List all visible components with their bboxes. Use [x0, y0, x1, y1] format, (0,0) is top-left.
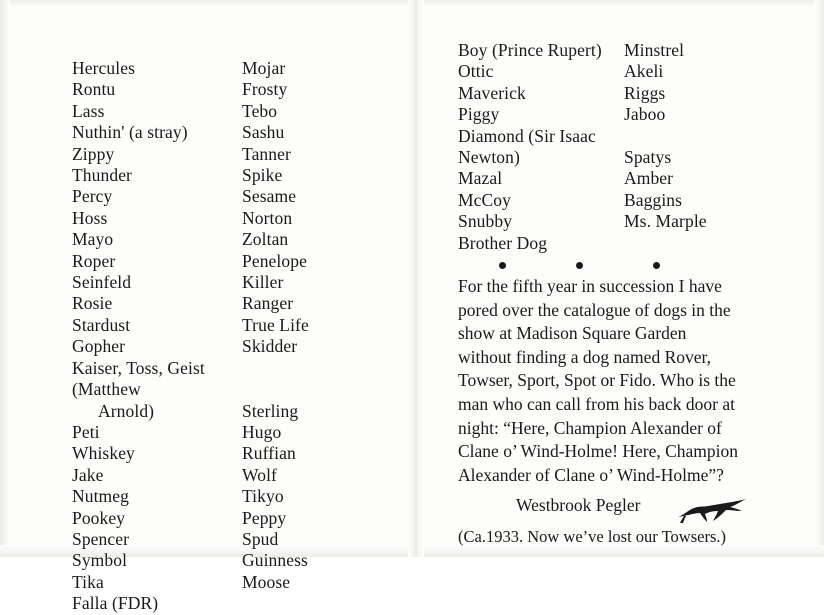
list-item: Moose — [242, 571, 291, 592]
list-item: Percy — [72, 186, 113, 207]
list-item: Maverick — [458, 82, 526, 103]
section-separator-dots — [464, 262, 694, 269]
list-item: Frosty — [242, 79, 288, 100]
list-item: Sashu — [242, 122, 285, 143]
list-item: Nuthin' (a stray) — [72, 122, 188, 143]
list-item: Ranger — [242, 293, 294, 314]
list-item: Spud — [242, 528, 279, 549]
author-signature: Westbrook Pegler — [516, 495, 641, 516]
list-item: Tanner — [242, 143, 291, 164]
left-page-column-right — [242, 58, 392, 615]
list-item: Sterling — [242, 400, 299, 421]
list-item: Ms. Marple — [624, 211, 707, 232]
list-item: Spencer — [72, 528, 130, 549]
list-item: Killer — [242, 272, 284, 293]
running-dog-icon — [676, 497, 750, 523]
list-item: Zippy — [72, 143, 115, 164]
list-item: Amber — [624, 168, 674, 189]
list-item: Boy (Prince Rupert) — [458, 40, 602, 60]
list-item: Rosie — [72, 293, 113, 314]
separator-dot — [576, 262, 583, 269]
list-item: Nutmeg — [72, 486, 129, 507]
list-item: Riggs — [624, 82, 666, 103]
list-item: Roper — [72, 250, 116, 271]
list-item: Tebo — [242, 100, 278, 121]
list-item: Hercules — [72, 58, 135, 78]
right-page — [458, 40, 758, 547]
list-item: Akeli — [624, 61, 664, 82]
list-item: Tikyo — [242, 486, 284, 507]
list-item: Tika — [72, 571, 104, 592]
book-gutter — [408, 0, 424, 557]
list-item: Spatys — [624, 147, 672, 168]
list-item: Hugo — [242, 421, 282, 442]
list-item: Peppy — [242, 507, 287, 528]
list-item: Penelope — [242, 250, 307, 271]
list-item: Seinfeld — [72, 272, 132, 293]
attribution-row — [458, 495, 758, 525]
list-item: Norton — [242, 207, 293, 228]
list-item: Brother Dog — [458, 232, 548, 253]
list-item: Mojar — [242, 58, 286, 78]
list-item: Zoltan — [242, 229, 289, 250]
list-item: Rontu — [72, 79, 116, 100]
separator-dot — [499, 262, 506, 269]
list-item: Spike — [242, 165, 283, 186]
list-item: Thunder — [72, 165, 132, 186]
list-item: True Life — [242, 314, 309, 335]
list-item: Symbol — [72, 550, 128, 571]
list-item: Lass — [72, 100, 105, 121]
list-item: Baggins — [624, 189, 683, 210]
list-item: Wolf — [242, 464, 277, 485]
list-item: Guinness — [242, 550, 308, 571]
list-item: Pookey — [72, 507, 126, 528]
list-item: Snubby — [458, 211, 513, 232]
list-item: Ruffian — [242, 443, 296, 464]
list-item: Whiskey — [72, 443, 135, 464]
list-item: Jaboo — [624, 104, 666, 125]
list-item: Gopher — [72, 336, 126, 357]
right-page-name-columns — [458, 40, 758, 254]
page-edge-right — [814, 0, 824, 557]
right-page-column-right — [624, 40, 758, 254]
list-item: Ottic — [458, 61, 494, 82]
list-item: Mayo — [72, 229, 114, 250]
list-item: Skidder — [242, 336, 298, 357]
list-item: Minstrel — [624, 40, 685, 60]
right-page-column-left — [458, 40, 624, 254]
list-item: Piggy — [458, 104, 500, 125]
left-page — [72, 58, 392, 615]
page-edge-left — [0, 0, 10, 557]
list-item: Stardust — [72, 314, 131, 335]
passage-paragraph: For the fifth year in succession I have pored over the catalogue of dogs in the show at Madison Square Garden without finding a dog named Rover, Towser, Sport, Spot or Fido. Who is the man who can call from his back door at night: “Here, Champion Alexander of Clane o’ Wind-Holme! Here, Champion Alexander of Clane o’ Wind-Holme”? — [458, 276, 739, 485]
quoted-passage — [458, 275, 744, 487]
list-item: Diamond (Sir Isaac Newton) — [458, 125, 601, 168]
left-page-column-left — [72, 58, 242, 615]
list-item: Peti — [72, 421, 100, 442]
list-item: Kaiser, Toss, Geist (Matthew — [72, 357, 210, 400]
list-item: Falla (FDR) — [72, 593, 159, 614]
list-item: Hoss — [72, 207, 108, 228]
list-item: Sesame — [242, 186, 297, 207]
list-item: Mazal — [458, 168, 503, 189]
list-item: McCoy — [458, 189, 511, 210]
list-item-continuation: Arnold) — [98, 400, 155, 421]
separator-dot — [653, 262, 660, 269]
left-page-name-columns — [72, 58, 392, 615]
list-item: Jake — [72, 464, 104, 485]
editorial-caption: (Ca.1933. Now we’ve lost our Towsers.) — [458, 527, 726, 547]
